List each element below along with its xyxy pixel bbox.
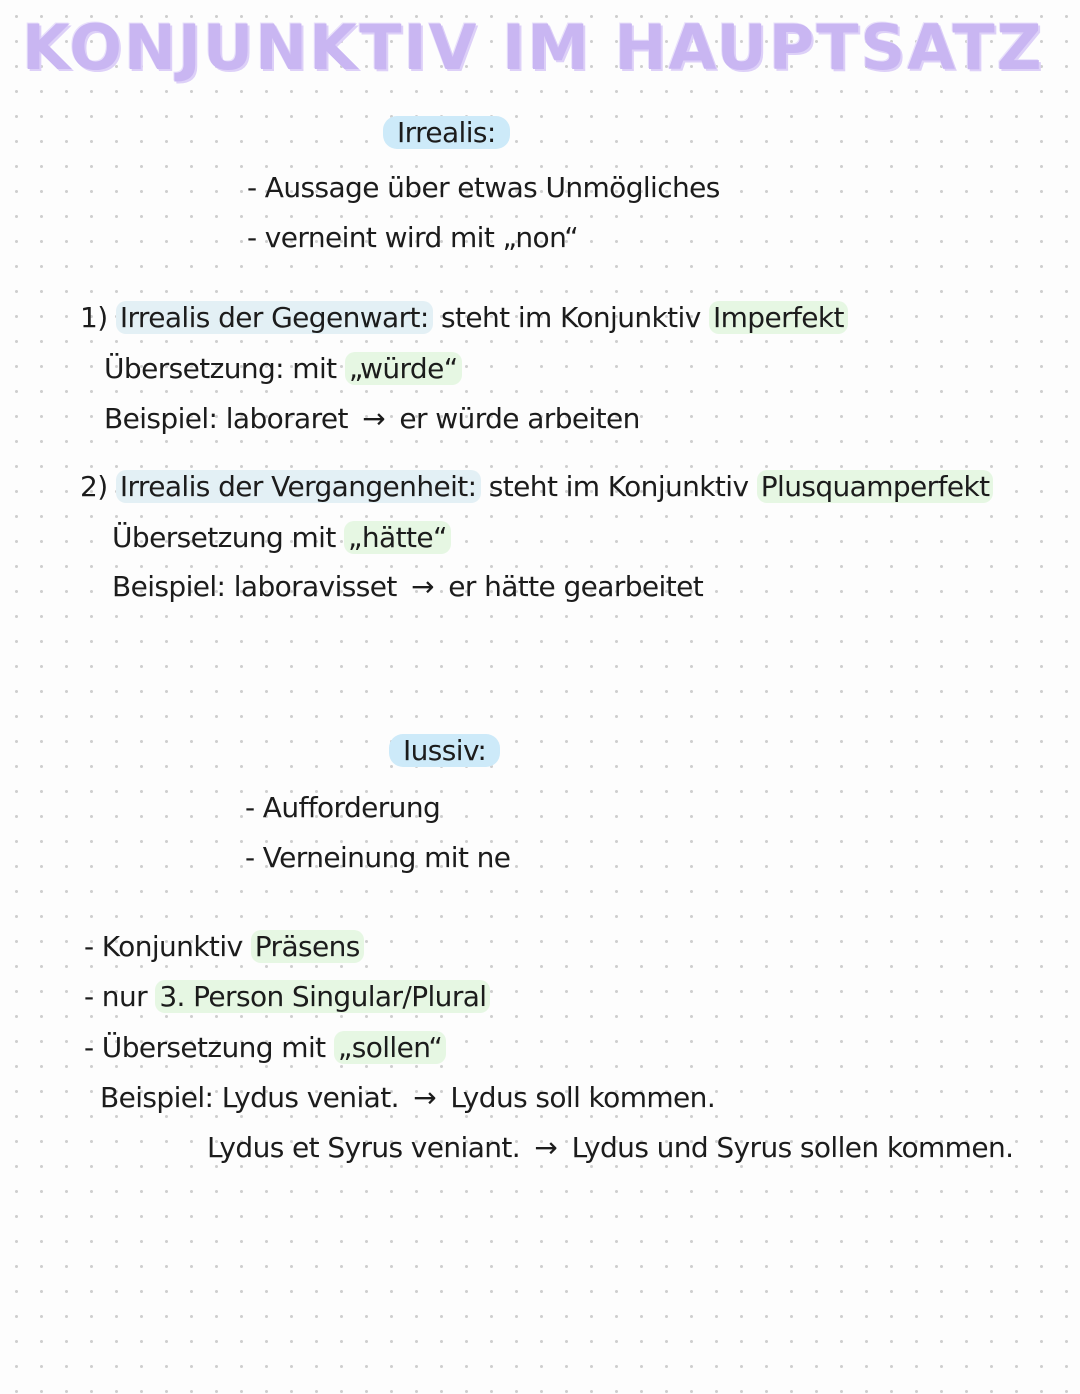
iussiv-point-1 bbox=[84, 927, 364, 967]
item-number: 2) bbox=[80, 470, 108, 503]
iussiv-example-2 bbox=[207, 1128, 1013, 1168]
example-label: Beispiel: bbox=[100, 1081, 222, 1114]
irrealis-term: Irrealis der Vergangenheit: bbox=[116, 470, 481, 503]
iussiv-example-1 bbox=[100, 1078, 715, 1118]
point-highlight: 3. Person Singular/Plural bbox=[155, 980, 490, 1013]
arrow-icon: → bbox=[413, 1081, 437, 1114]
example-label: Beispiel: bbox=[112, 570, 234, 603]
iussiv-heading-line bbox=[389, 731, 500, 771]
translation-line-2 bbox=[112, 518, 451, 558]
item-text: steht im Konjunktiv bbox=[432, 301, 709, 334]
irrealis-heading-line bbox=[383, 113, 510, 153]
arrow-icon: → bbox=[534, 1131, 558, 1164]
translation-label: Übersetzung: mit bbox=[104, 352, 345, 385]
example-latin: laboravisset bbox=[233, 570, 397, 603]
example-german: er würde arbeiten bbox=[399, 402, 640, 435]
mood-highlight: Plusquamperfekt bbox=[757, 470, 994, 503]
item-number: 1) bbox=[80, 301, 108, 334]
translation-label: Übersetzung mit bbox=[112, 521, 344, 554]
example-latin: Lydus et Syrus veniant. bbox=[207, 1131, 521, 1164]
irrealis-item-2 bbox=[80, 467, 993, 507]
iussiv-bullet-1: - Aufforderung bbox=[245, 791, 441, 824]
example-label: Beispiel: bbox=[104, 402, 226, 435]
irrealis-item-1 bbox=[80, 298, 848, 338]
point-highlight: Präsens bbox=[251, 930, 364, 963]
example-latin: Lydus veniat. bbox=[221, 1081, 399, 1114]
iussiv-heading: Iussiv: bbox=[389, 734, 500, 767]
irrealis-bullet-2: - verneint wird mit „non“ bbox=[247, 221, 579, 254]
example-line-1 bbox=[104, 399, 640, 439]
irrealis-bullet-1: - Aussage über etwas Unmögliches bbox=[247, 171, 720, 204]
point-highlight: „sollen“ bbox=[334, 1031, 446, 1064]
example-german: Lydus und Syrus sollen kommen. bbox=[571, 1131, 1014, 1164]
example-german: Lydus soll kommen. bbox=[450, 1081, 716, 1114]
example-line-2 bbox=[112, 567, 703, 607]
page-title: KONJUNKTIV IM HAUPTSATZ bbox=[22, 11, 1044, 84]
point-prefix: - Konjunktiv bbox=[84, 930, 251, 963]
iussiv-point-3 bbox=[84, 1028, 446, 1068]
arrow-icon: → bbox=[411, 570, 434, 603]
example-latin: laboraret bbox=[225, 402, 348, 435]
irrealis-term: Irrealis der Gegenwart: bbox=[116, 301, 433, 334]
mood-highlight: Imperfekt bbox=[709, 301, 848, 334]
point-prefix: - nur bbox=[84, 980, 156, 1013]
irrealis-heading: Irrealis: bbox=[383, 116, 510, 149]
translation-word: „würde“ bbox=[345, 352, 462, 385]
translation-word: „hätte“ bbox=[344, 521, 451, 554]
point-prefix: - Übersetzung mit bbox=[84, 1031, 334, 1064]
iussiv-point-2 bbox=[84, 977, 490, 1017]
example-german: er hätte gearbeitet bbox=[448, 570, 704, 603]
iussiv-bullet-2: - Verneinung mit ne bbox=[245, 841, 511, 874]
translation-line-1 bbox=[104, 349, 462, 389]
arrow-icon: → bbox=[362, 402, 386, 435]
item-text: steht im Konjunktiv bbox=[480, 470, 757, 503]
